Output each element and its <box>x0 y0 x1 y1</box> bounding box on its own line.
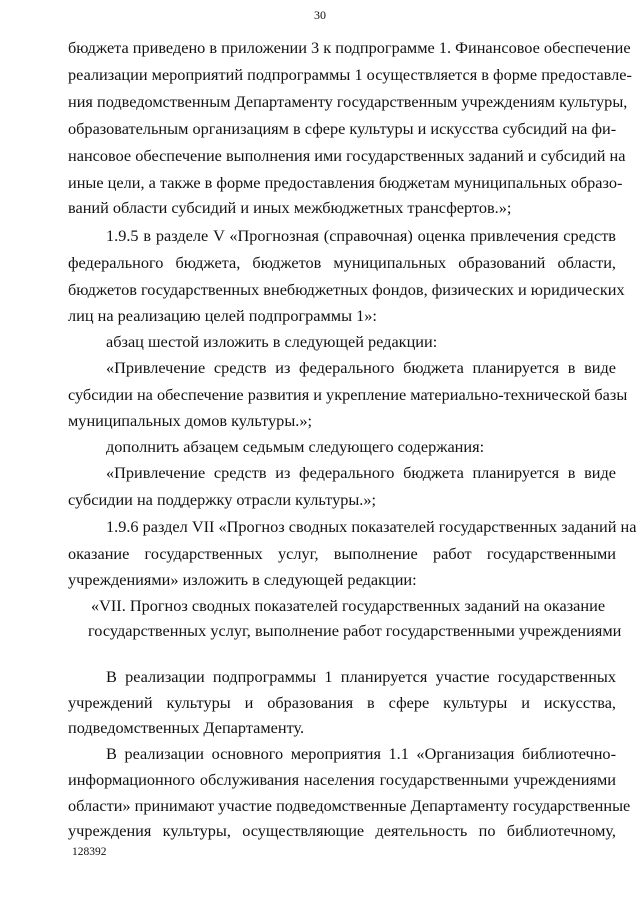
text-line: реализации мероприятий подпрограммы 1 осуществляется в форме предоставле- <box>68 65 632 84</box>
text-line: дополнить абзацем седьмым следующего содержания: <box>106 437 485 456</box>
text-line: федерального бюджета, бюджетов муниципальных образований области, <box>68 253 616 272</box>
text-line: учреждения культуры, осуществляющие деятельность по библиотечному, <box>68 821 616 840</box>
text-line: образовательным организациям в сфере культуры и искусства субсидий на фи- <box>68 119 617 138</box>
section-heading-line: «VII. Прогноз сводных показателей государственных заданий на оказание <box>90 596 606 615</box>
text-line: области» принимают участие подведомственные Департаменту государственные <box>68 796 631 815</box>
text-line: учреждений культуры и образования в сфере культуры и искусства, <box>68 693 616 712</box>
text-line: информационного обслуживания населения государственными учреждениями <box>68 770 616 789</box>
text-line: нансовое обеспечение выполнения ими государственных заданий и субсидий на <box>68 146 626 165</box>
text-line: В реализации подпрограммы 1 планируется участие государственных <box>106 667 616 686</box>
page-number: 30 <box>314 8 326 22</box>
text-line: учреждениями» изложить в следующей редакции: <box>68 570 417 589</box>
text-line: бюджета приведено в приложении 3 к подпрограмме 1. Финансовое обеспечение <box>68 38 631 57</box>
text-line: «Привлечение средств из федерального бюджета планируется в виде <box>106 463 616 482</box>
text-line: оказание государственных услуг, выполнение работ государственными <box>68 544 616 563</box>
text-line: ния подведомственным Департаменту государственным учреждениям культуры, <box>68 92 628 111</box>
text-line: «Привлечение средств из федерального бюджета планируется в виде <box>106 358 616 377</box>
text-line: муниципальных домов культуры.»; <box>68 411 312 430</box>
text-line: иные цели, а также в форме предоставления бюджетам муниципальных образо- <box>68 173 623 192</box>
text-line: лиц на реализацию целей подпрограммы 1»: <box>68 306 377 325</box>
text-line: 1.9.6 раздел VII «Прогноз сводных показателей государственных заданий на <box>106 517 637 536</box>
text-line: подведомственных Департаменту. <box>68 718 305 737</box>
text-line: абзац шестой изложить в следующей редакции: <box>106 332 438 351</box>
text-line: ваний области субсидий и иных межбюджетных трансфертов.»; <box>68 198 512 217</box>
text-line: 1.9.5 в разделе V «Прогнозная (справочная) оценка привлечения средств <box>106 226 616 245</box>
text-line: В реализации основного мероприятия 1.1 «Организация библиотечно- <box>106 744 616 763</box>
document-code: 128392 <box>72 846 107 858</box>
text-line: субсидии на поддержку отрасли культуры.»; <box>68 490 377 509</box>
section-heading-line: государственных услуг, выполнение работ государственными учреждениями <box>88 621 622 640</box>
text-line: бюджетов государственных внебюджетных фондов, физических и юридических <box>68 280 625 299</box>
text-line: субсидии на обеспечение развития и укрепление материально-технической базы <box>68 385 628 404</box>
